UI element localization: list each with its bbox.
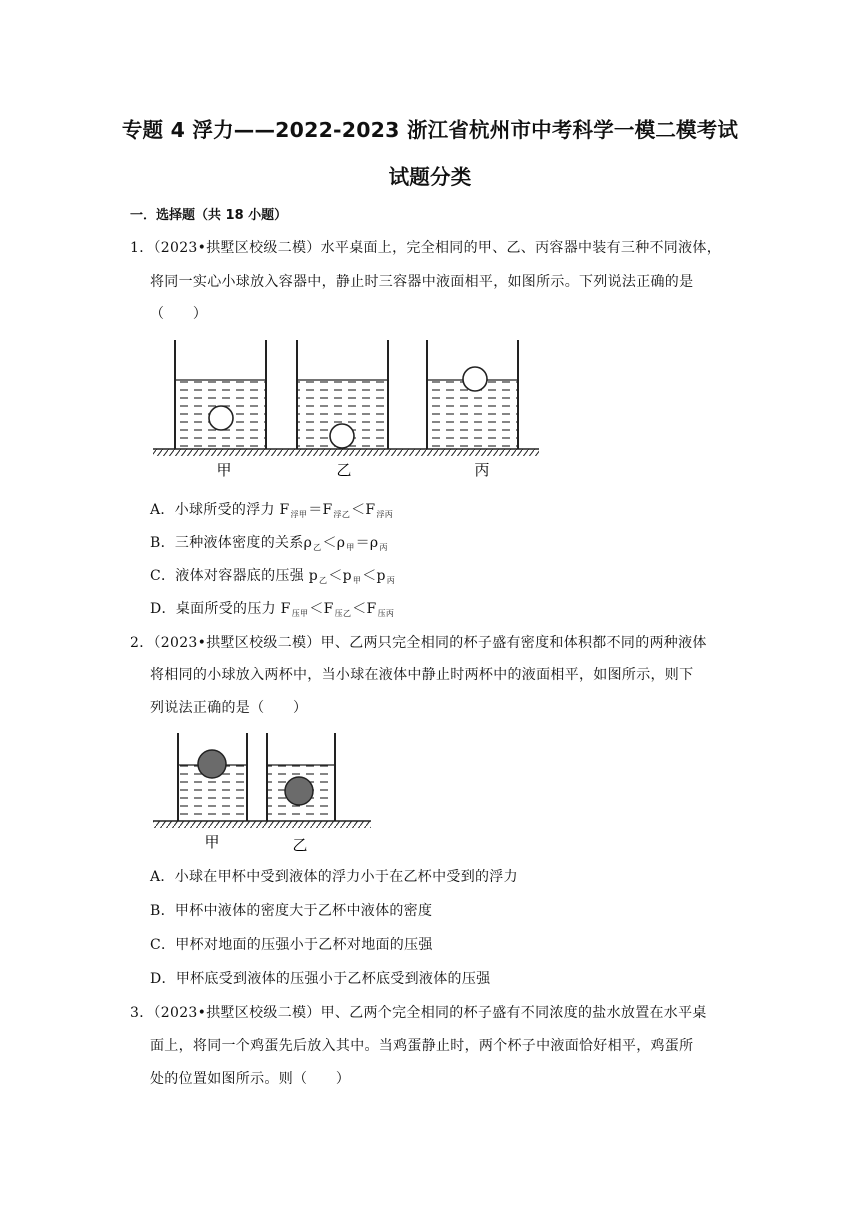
q1-option-c: C．液体对容器底的压强 $p_乙<p_甲<p_丙$ [150, 568, 396, 585]
document-title-line2: 试题分类 [388, 165, 472, 189]
q1-option-a: A．小球所受的浮力 $F_{浮甲}=F_{浮乙}<F_{浮丙}$ [150, 502, 394, 519]
q2-option-b: B．甲杯中液体的密度大于乙杯中液体的密度 [150, 903, 433, 919]
q3-stem-line2: 面上，将同一个鸡蛋先后放入其中。当鸡蛋静止时，两个杯子中液面恰好相平，鸡蛋所 [150, 1038, 694, 1054]
ground-hatch [153, 449, 539, 456]
q2-stem-line3: 列说法正确的是（ ） [150, 700, 308, 716]
document-title-line1: 专题 4 浮力——2022-2023 浙江省杭州市中考科学一模二模考试 [121, 118, 739, 142]
ground-hatch [153, 821, 371, 828]
ball-jia [198, 750, 226, 778]
q1-option-b: B．三种液体密度的关系$\rho_乙<\rho_甲=\rho_丙$ [150, 535, 388, 552]
q2-stem-line2: 将相同的小球放入两杯中，当小球在液体中静止时两杯中的液面相平，如图所示，则下 [150, 667, 694, 683]
q1-option-d: D．桌面所受的压力 $F_{压甲}<F_{压乙}<F_{压丙}$ [150, 601, 395, 618]
label-yi: 乙 [292, 836, 308, 854]
container-yi [297, 340, 388, 449]
section-heading: 一．选择题（共 18 小题） [130, 208, 288, 223]
q3-stem-line1: 3．（2023•拱墅区校级二模）甲、乙两个完全相同的杯子盛有不同浓度的盐水放置在水平桌 [130, 1005, 707, 1021]
q1-stem-line3: （ ） [150, 306, 208, 322]
label-yi: 乙 [336, 461, 352, 479]
q2-option-d: D．甲杯底受到液体的压强小于乙杯底受到液体的压强 [150, 971, 491, 987]
ball-jia [209, 406, 233, 430]
cup-yi [267, 733, 335, 821]
q2-option-a: A．小球在甲杯中受到液体的浮力小于在乙杯中受到的浮力 [150, 869, 518, 885]
q1-stem-line2: 将同一实心小球放入容器中，静止时三容器中液面相平，如图所示。下列说法正确的是 [150, 274, 694, 290]
label-jia: 甲 [216, 461, 232, 479]
q2-figure [150, 730, 375, 855]
cup-jia [178, 733, 247, 821]
ball-bing [463, 367, 487, 391]
ball-yi [330, 424, 354, 448]
q2-stem-line1: 2．（2023•拱墅区校级二模）甲、乙两只完全相同的杯子盛有密度和体积都不同的两种液体 [130, 635, 707, 651]
q3-stem-line3: 处的位置如图所示。则（ ） [150, 1071, 351, 1087]
q1-figure [150, 338, 550, 480]
container-jia [175, 340, 266, 449]
ball-yi [285, 777, 313, 805]
label-jia: 甲 [204, 833, 220, 851]
q1-stem-line1: 1．（2023•拱墅区校级二模）水平桌面上，完全相同的甲、乙、丙容器中装有三种不同液体， [130, 240, 721, 256]
container-bing [427, 340, 518, 449]
label-bing: 丙 [474, 461, 490, 479]
q2-option-c: C．甲杯对地面的压强小于乙杯对地面的压强 [150, 937, 433, 953]
